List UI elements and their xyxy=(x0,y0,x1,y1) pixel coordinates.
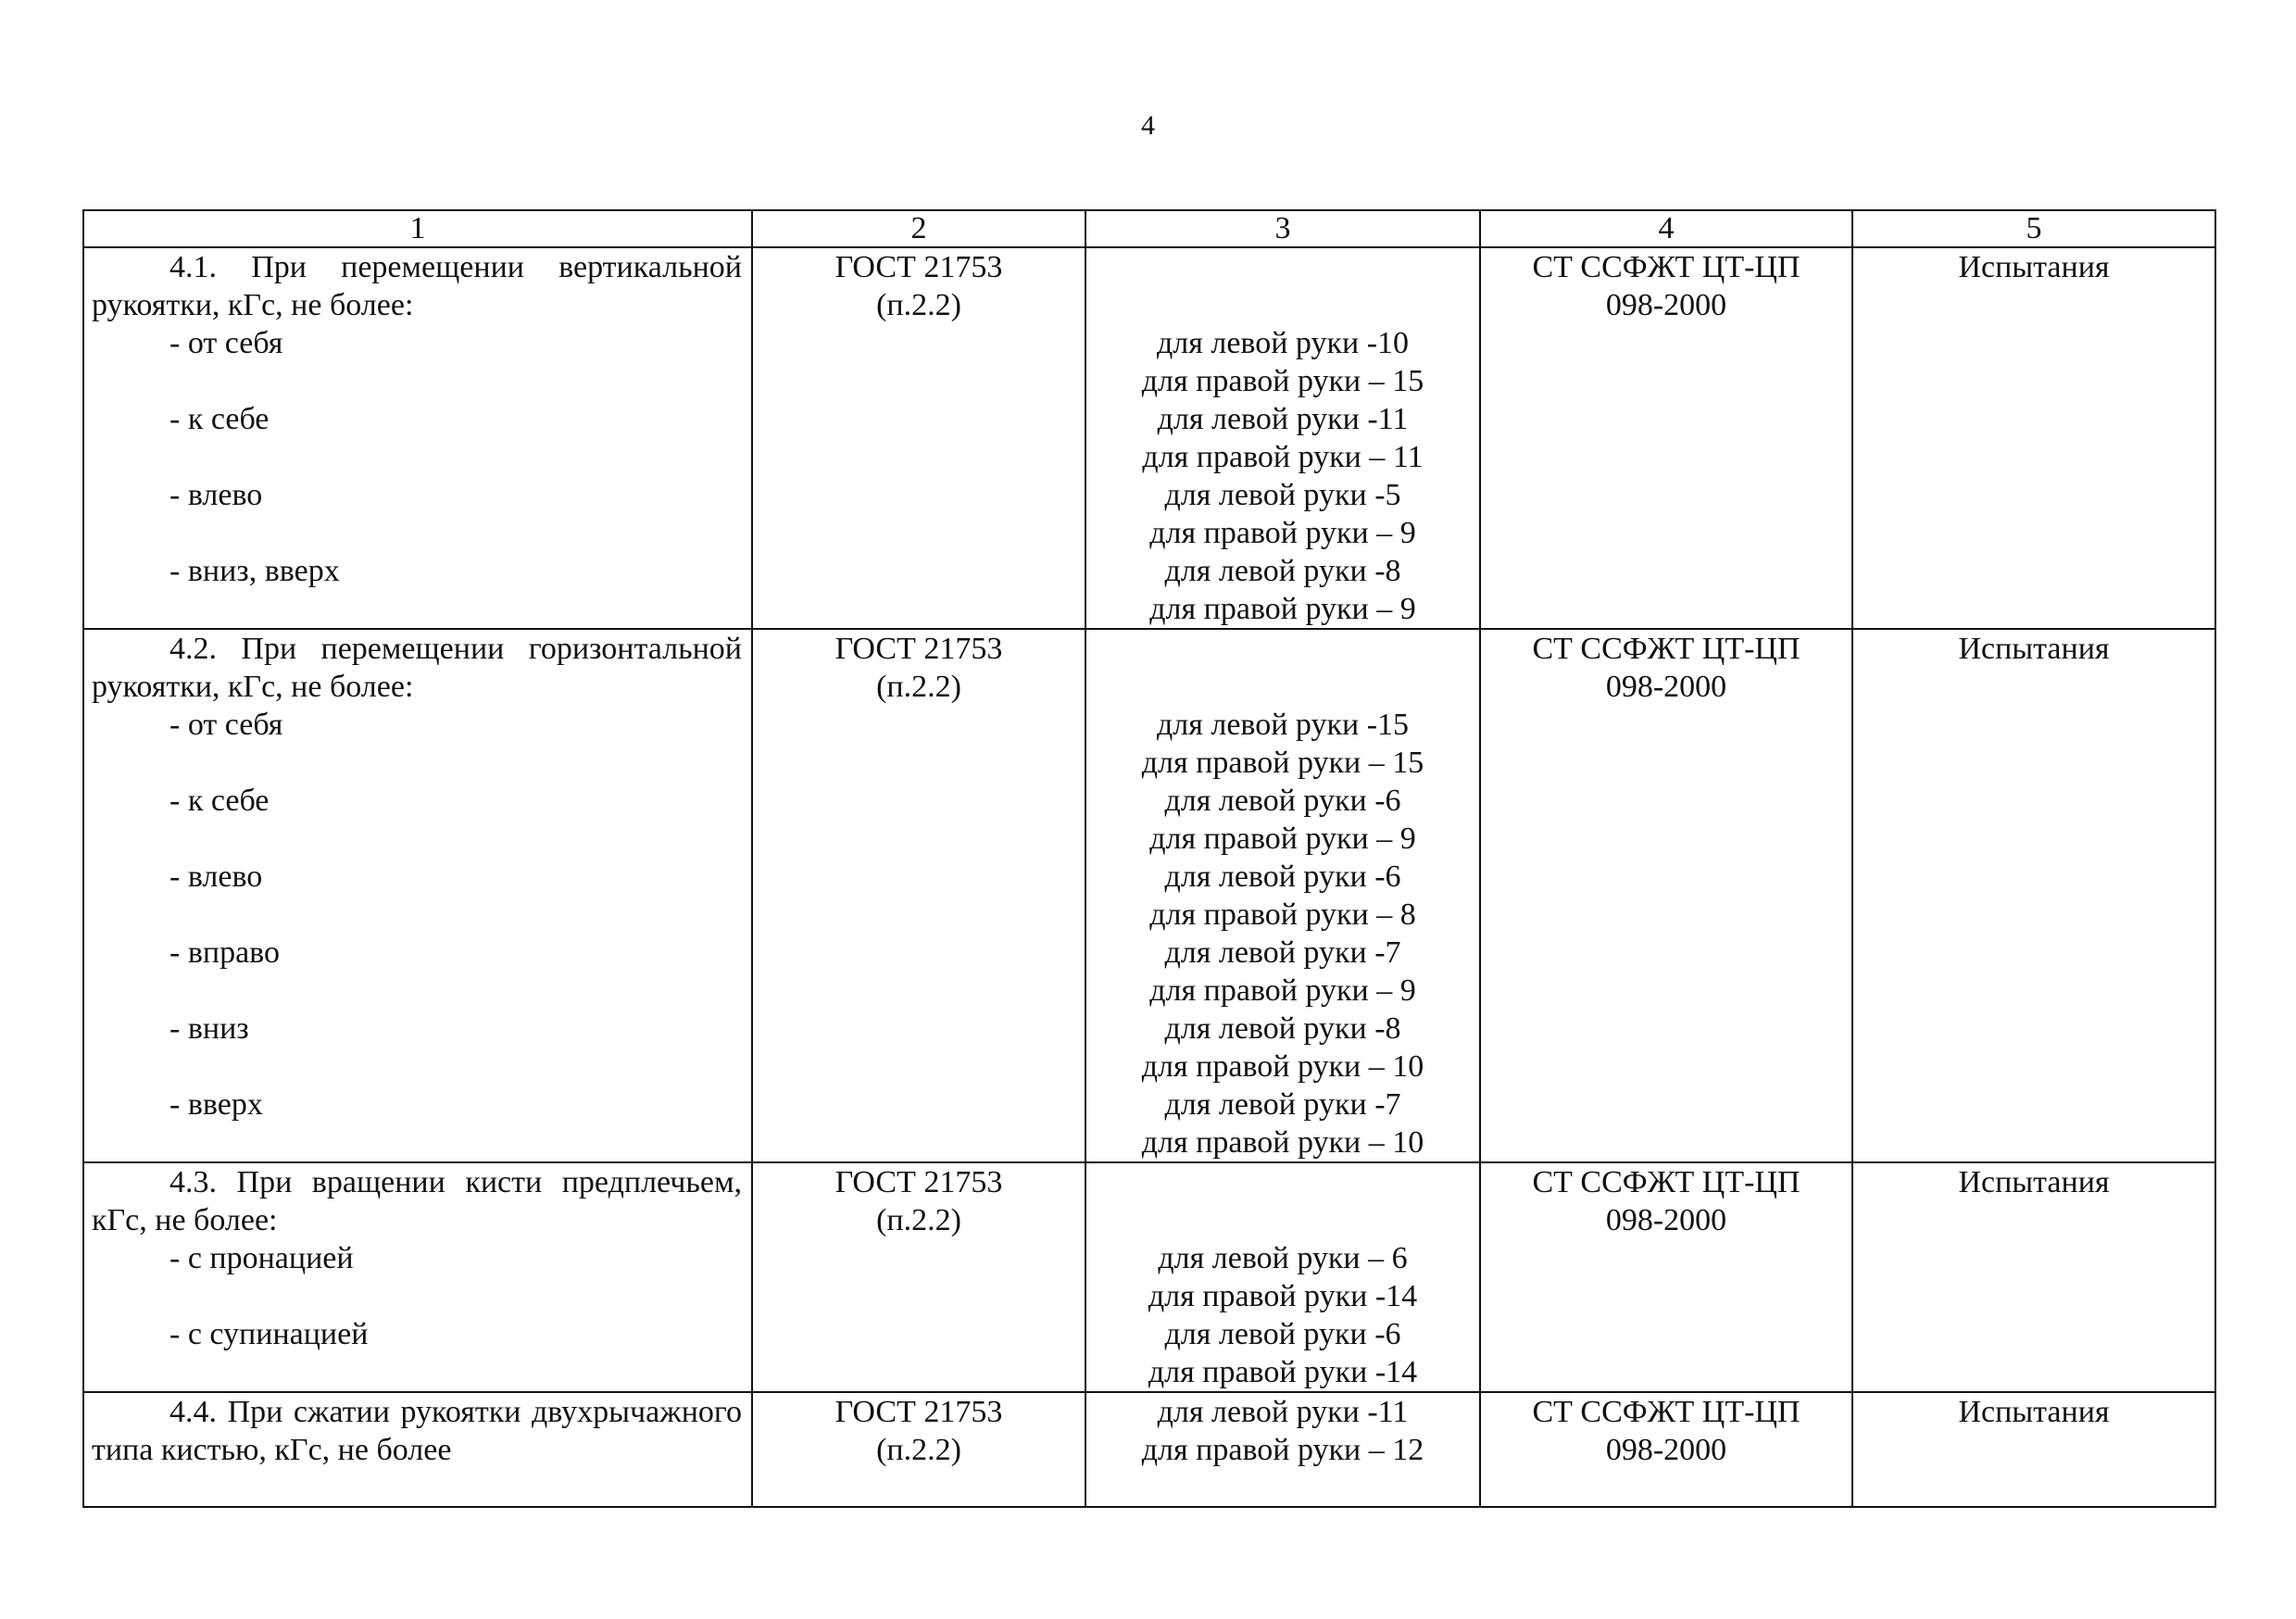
standard-cell xyxy=(752,629,1085,1162)
requirement-item: - влево xyxy=(169,478,263,512)
control-text: Испытания xyxy=(1958,632,2110,666)
method-line: 098-2000 xyxy=(1605,670,1727,704)
method-line: СТ ССФЖТ ЦТ-ЦП xyxy=(1532,632,1800,666)
requirement-item: - вниз xyxy=(169,1011,249,1046)
requirement-item: - вниз, вверх xyxy=(169,554,340,588)
standard-line: ГОСТ 21753 xyxy=(834,1395,1003,1429)
value-line: для левой руки -7 xyxy=(1164,1087,1401,1122)
control-cell xyxy=(1852,1162,2215,1392)
standard-cell xyxy=(752,247,1085,629)
requirement-item: - к себе xyxy=(169,402,270,436)
value-line: для левой руки -10 xyxy=(1156,326,1410,360)
header-cell-5: 5 xyxy=(1852,210,2215,247)
requirement-title: 4.2. При перемещении горизонтальной рукоятки, кГс, не более: xyxy=(92,632,742,704)
requirement-item: - с пронацией xyxy=(169,1241,354,1275)
control-text: Испытания xyxy=(1958,1395,2110,1429)
table-row xyxy=(83,1162,2215,1392)
value-line: для левой руки – 6 xyxy=(1158,1241,1408,1275)
method-line: 098-2000 xyxy=(1605,1203,1727,1237)
table-row xyxy=(83,1392,2215,1507)
value-line: для левой руки -6 xyxy=(1164,860,1401,894)
requirement-title: 4.3. При вращении кисти предплечьем, кГс, не более: xyxy=(92,1165,742,1237)
value-line: для правой руки – 9 xyxy=(1149,822,1416,856)
value-line: для правой руки – 15 xyxy=(1141,746,1424,780)
control-text: Испытания xyxy=(1958,1165,2110,1199)
value-line: для левой руки -11 xyxy=(1157,402,1409,436)
header-cell-4: 4 xyxy=(1480,210,1852,247)
method-line: 098-2000 xyxy=(1605,1433,1727,1467)
values-cell xyxy=(1085,247,1480,629)
standard-line: (п.2.2) xyxy=(876,670,961,704)
requirement-item: - к себе xyxy=(169,784,270,818)
requirement-cell xyxy=(83,629,752,1162)
value-line: для левой руки -8 xyxy=(1164,554,1401,588)
method-cell xyxy=(1480,247,1852,629)
requirement-item: - вправо xyxy=(169,935,280,970)
value-line: для правой руки – 9 xyxy=(1149,516,1416,550)
value-line: для левой руки -6 xyxy=(1164,1317,1401,1351)
header-cell-3: 3 xyxy=(1085,210,1480,247)
value-line: для правой руки -14 xyxy=(1148,1279,1418,1313)
standard-line: (п.2.2) xyxy=(876,1203,961,1237)
requirement-cell xyxy=(83,247,752,629)
standard-cell xyxy=(752,1392,1085,1507)
value-line: для левой руки -5 xyxy=(1164,478,1401,512)
value-line: для правой руки – 9 xyxy=(1149,592,1416,626)
method-line: СТ ССФЖТ ЦТ-ЦП xyxy=(1532,1165,1800,1199)
values-cell xyxy=(1085,1162,1480,1392)
method-cell xyxy=(1480,1392,1852,1507)
value-line: для левой руки -6 xyxy=(1164,784,1401,818)
method-line: СТ ССФЖТ ЦТ-ЦП xyxy=(1532,250,1800,284)
value-line: для левой руки -8 xyxy=(1164,1011,1401,1046)
page-number: 4 xyxy=(1141,110,1155,141)
header-cell-2: 2 xyxy=(752,210,1085,247)
control-text: Испытания xyxy=(1958,250,2110,284)
method-cell xyxy=(1480,1162,1852,1392)
method-line: СТ ССФЖТ ЦТ-ЦП xyxy=(1532,1395,1800,1429)
value-line: для правой руки – 10 xyxy=(1141,1049,1424,1084)
value-line: для правой руки – 9 xyxy=(1149,973,1416,1008)
requirement-item: - с супинацией xyxy=(169,1317,369,1351)
value-line: для правой руки – 11 xyxy=(1142,440,1424,474)
values-cell xyxy=(1085,1392,1480,1507)
method-cell xyxy=(1480,629,1852,1162)
standard-line: (п.2.2) xyxy=(876,288,961,322)
values-gap xyxy=(1086,248,1479,324)
requirement-title: 4.4. При сжатии рукоятки двухрычажного типа кистью, кГс, не более xyxy=(92,1395,742,1467)
table-row xyxy=(83,629,2215,1162)
value-line: для правой руки – 12 xyxy=(1141,1433,1424,1467)
table-row xyxy=(83,247,2215,629)
requirement-cell xyxy=(83,1392,752,1507)
standard-line: ГОСТ 21753 xyxy=(834,250,1003,284)
standard-line: ГОСТ 21753 xyxy=(834,1165,1003,1199)
header-row xyxy=(83,210,2215,247)
value-line: для правой руки – 10 xyxy=(1141,1125,1424,1160)
control-cell xyxy=(1852,1392,2215,1507)
requirement-cell xyxy=(83,1162,752,1392)
header-cell-1: 1 xyxy=(83,210,752,247)
values-cell xyxy=(1085,629,1480,1162)
value-line: для левой руки -11 xyxy=(1157,1395,1409,1429)
requirement-item: - вверх xyxy=(169,1087,263,1122)
requirement-item: - от себя xyxy=(169,326,283,360)
value-line: для левой руки -7 xyxy=(1164,935,1401,970)
requirements-table-frame xyxy=(82,209,2214,1508)
control-cell xyxy=(1852,629,2215,1162)
method-line: 098-2000 xyxy=(1605,288,1727,322)
requirement-item: - влево xyxy=(169,860,263,894)
values-gap xyxy=(1086,630,1479,706)
values-gap xyxy=(1086,1163,1479,1239)
control-cell xyxy=(1852,247,2215,629)
standard-line: (п.2.2) xyxy=(876,1433,961,1467)
requirement-title: 4.1. При перемещении вертикальной рукоятки, кГс, не более: xyxy=(92,250,742,322)
standard-line: ГОСТ 21753 xyxy=(834,632,1003,666)
value-line: для правой руки – 15 xyxy=(1141,364,1424,398)
standard-cell xyxy=(752,1162,1085,1392)
requirement-item: - от себя xyxy=(169,708,283,742)
requirements-table xyxy=(82,209,2216,1508)
value-line: для левой руки -15 xyxy=(1156,708,1410,742)
value-line: для правой руки – 8 xyxy=(1149,897,1416,932)
value-line: для правой руки -14 xyxy=(1148,1355,1418,1389)
